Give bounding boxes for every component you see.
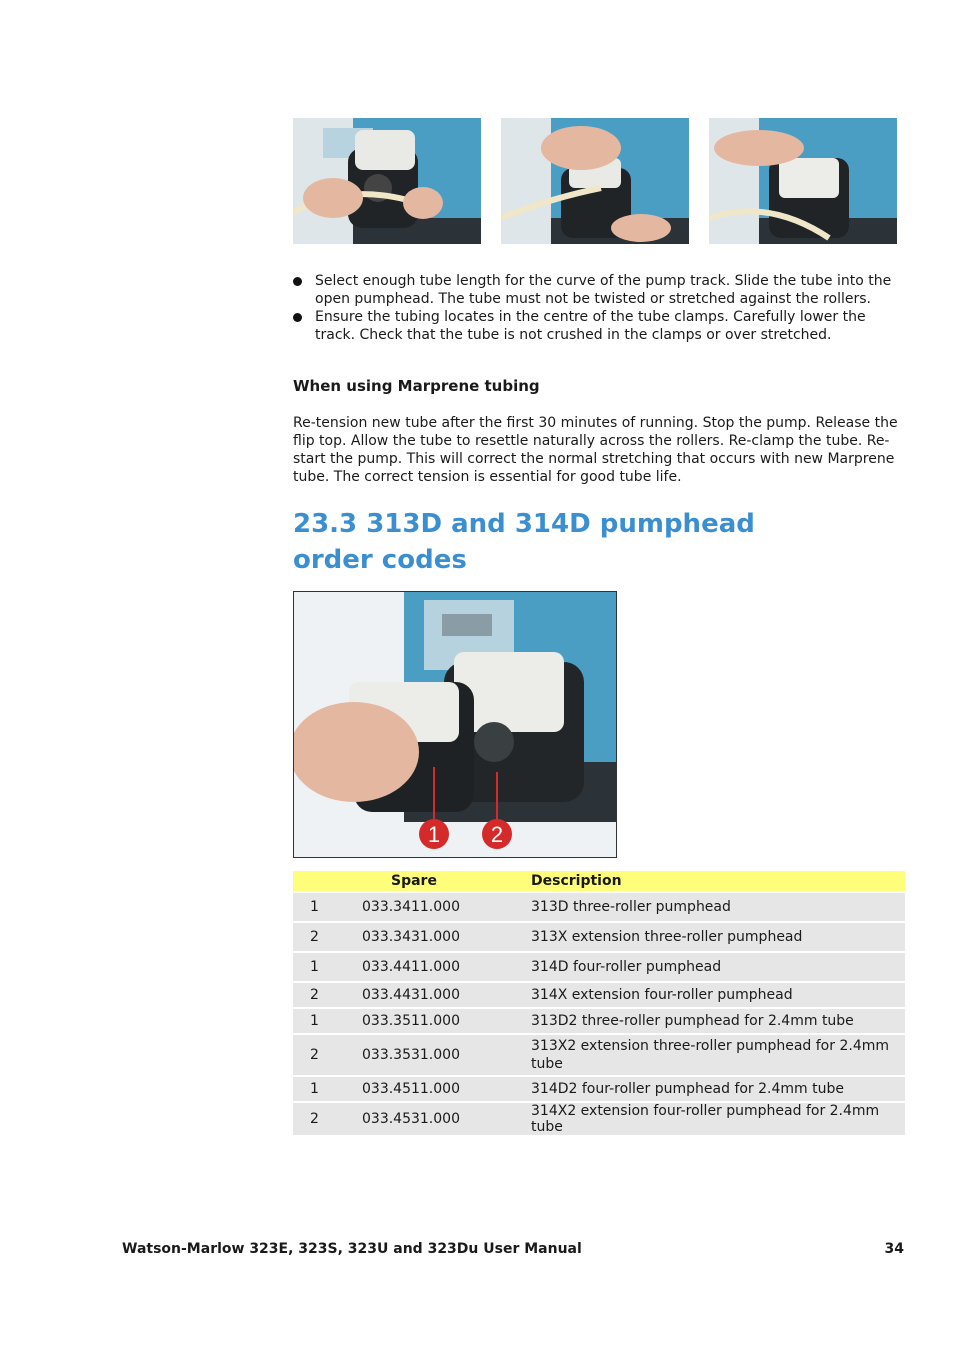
- order-codes-table: [293, 869, 905, 1137]
- header-index: [293, 871, 362, 891]
- callout-2: 2: [490, 822, 504, 847]
- section-heading: 23.3 313D and 314D pumphead order codes: [293, 509, 755, 575]
- bullet-icon: [293, 313, 302, 322]
- table-row: 2 033.4431.000 314X extension four-roller pumphead: [293, 983, 905, 1007]
- table-header-row: [293, 871, 905, 891]
- pumphead-photo: [293, 591, 617, 858]
- list-item: Select enough tube length for the curve of the pump track. Slide the tube into the open pumphead. The tube must not be twisted or stretched against the rollers.: [293, 272, 905, 308]
- table-row: 2 033.4531.000 314X2 extension four-roller pumphead for 2.4mm tube: [293, 1103, 905, 1135]
- photo-loading-tube: [293, 118, 481, 244]
- callout-1: 1: [427, 822, 441, 847]
- photo-track-closed: [709, 118, 897, 244]
- footer-title: Watson-Marlow 323E, 323S, 323U and 323Du User Manual: [122, 1241, 582, 1257]
- page-number: 34: [884, 1241, 904, 1257]
- list-item: Ensure the tubing locates in the centre of the tube clamps. Carefully lower the track. Check that the tube is not crushed in the clamps or over stretched.: [293, 308, 905, 344]
- table-row: 2 033.3531.000 313X2 extension three-roller pumphead for 2.4mm tube: [293, 1035, 905, 1075]
- paragraph: Re-tension new tube after the first 30 minutes of running. Stop the pump. Release the flip top. Allow the tube to resettle naturally across the rollers. Re-clamp the tube. Re-start the pump. This will correct the normal stretching that occurs with new Marprene tube. The correct tension is essential for good tube life.: [293, 415, 898, 485]
- table-row: 1 033.3411.000 313D three-roller pumphead: [293, 893, 905, 921]
- bullet-icon: [293, 277, 302, 286]
- instruction-list: [293, 272, 905, 344]
- photo-strip: [293, 118, 897, 244]
- table-row: 1 033.4511.000 314D2 four-roller pumphead for 2.4mm tube: [293, 1077, 905, 1101]
- table-row: 1 033.4411.000 314D four-roller pumphead: [293, 953, 905, 981]
- table-row: 2 033.3431.000 313X extension three-roller pumphead: [293, 923, 905, 951]
- header-description: Description: [531, 871, 905, 891]
- photo-closing-track: [501, 118, 689, 244]
- table-row: 1 033.3511.000 313D2 three-roller pumphead for 2.4mm tube: [293, 1009, 905, 1033]
- header-spare: Spare: [362, 871, 531, 891]
- subheading: When using Marprene tubing: [293, 377, 540, 395]
